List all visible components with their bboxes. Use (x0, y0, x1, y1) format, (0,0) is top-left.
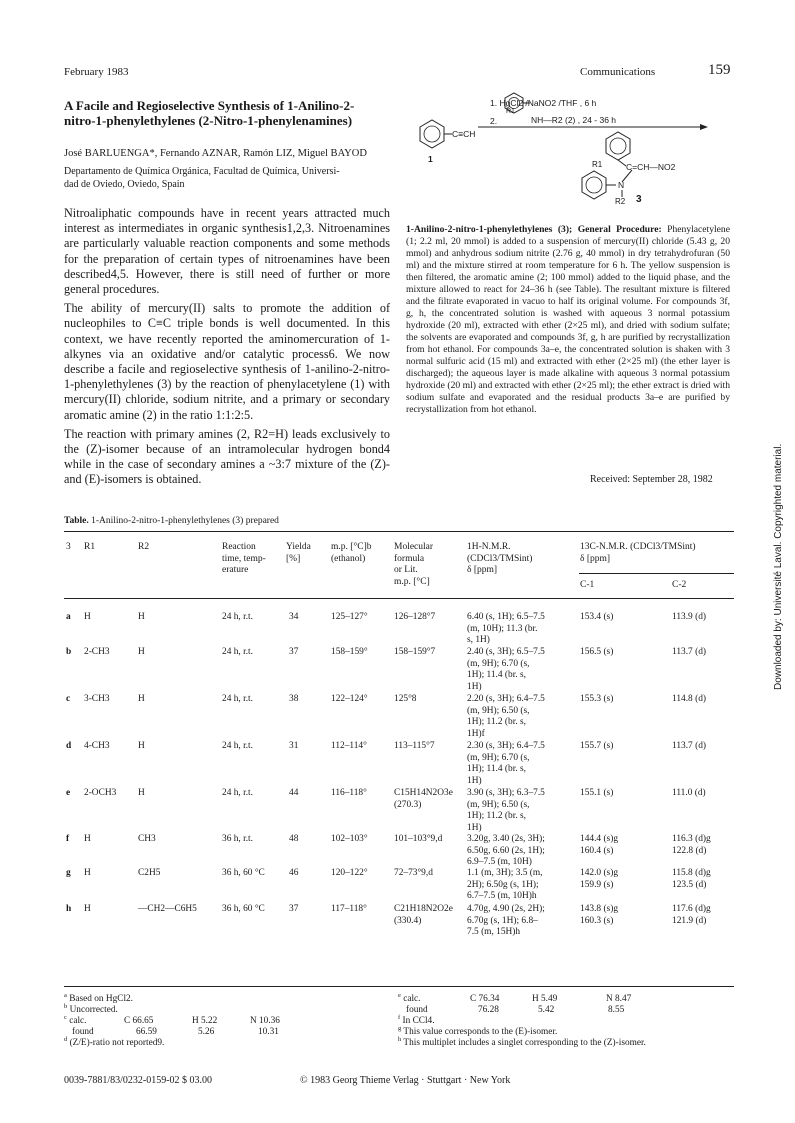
cell-line: 1H) (467, 681, 482, 692)
cell-yield: 34 (289, 612, 299, 622)
cell-id: d (66, 741, 72, 751)
cell-r2: H (138, 647, 145, 657)
cell-line: 2.20 (s, 3H); 6.4–7.5 (467, 694, 545, 704)
cell-hnmr (467, 904, 545, 939)
cell-c2 (672, 904, 711, 927)
col-header-c1: C-1 (580, 580, 595, 590)
cell-mp: 112–114° (331, 741, 367, 751)
footnotes-right (398, 991, 738, 1049)
cell-id: e (66, 788, 71, 798)
cell-line: 158–159°7 (394, 647, 436, 657)
table-rule-header (64, 598, 734, 599)
scheme-label-3: 3 (636, 194, 642, 205)
cell-r1: H (84, 868, 91, 878)
footnote-c-found: found 66.59 5.26 10.31 (72, 1027, 279, 1037)
scheme-alkyne: C≡CH (452, 129, 476, 139)
cell-yield: 38 (289, 694, 299, 704)
product-ring-top (606, 132, 630, 160)
cell-line: 123.5 (d) (672, 879, 707, 890)
cell-line: 6.70g (s, 1H); 6.8– (467, 915, 538, 926)
table-caption-text: 1-Anilino-2-nitro-1-phenylethylenes (3) prepared (91, 516, 279, 526)
cell-line: 113–115°7 (394, 741, 435, 751)
cell-line: 153.4 (s) (580, 612, 614, 622)
cell-line: (330.4) (394, 915, 422, 926)
cell-line: C15H14N2O3e (394, 788, 453, 798)
footnote-a: $^a$ Based on HgCl2. (64, 991, 134, 1004)
cell-id: h (66, 904, 72, 914)
cell-id: a (66, 612, 71, 622)
col-header-mp: m.p. [°C]b (ethanol) (331, 542, 372, 564)
procedure-heading: 1-Anilino-2-nitro-1-phenylethylenes (3); General Procedure: (406, 224, 662, 235)
cell-hnmr (467, 741, 545, 787)
cell-mp: 158–159° (331, 647, 368, 657)
col-header-3: 3 (66, 542, 71, 552)
affiliation (64, 166, 340, 191)
cell-hnmr (467, 834, 545, 869)
cell-c2 (672, 647, 706, 659)
footnote-c-calc: $^c$ calc. C 66.65 H 5.22 N 10.36 (64, 1013, 280, 1026)
cell-line: 125°8 (394, 694, 417, 704)
cell-line: (m, 9H); 6.70 (s, (467, 752, 530, 763)
cell-time: 24 h, r.t. (222, 741, 253, 751)
cell-hnmr (467, 788, 545, 834)
reaction-scheme (400, 84, 740, 214)
cell-line: 4.70g, 4.90 (2s, 2H); (467, 904, 545, 914)
cell-hnmr (467, 647, 545, 693)
cell-line: 116.3 (d)g (672, 834, 711, 844)
cell-line: 155.7 (s) (580, 741, 614, 751)
header-date: February 1983 (64, 66, 129, 78)
cell-r1: H (84, 834, 91, 844)
scheme-product-r1: R1 (592, 160, 603, 169)
affil-line-1: Departamento de Química Orgánica, Facultad de Química, Universi- (64, 166, 340, 177)
cell-line: 144.4 (s)g (580, 834, 619, 844)
cell-r1: 4-CH3 (84, 741, 110, 751)
page-number: 159 (708, 62, 731, 78)
cell-id: b (66, 647, 72, 657)
cell-lit (394, 868, 433, 880)
cell-c2 (672, 834, 711, 857)
cell-line: 1H); 11.2 (br. s, (467, 811, 527, 821)
cell-hnmr (467, 612, 545, 647)
product-ring-top-circle (610, 138, 626, 154)
col-header-reaction: Reaction time, temp- erature (222, 542, 266, 575)
cell-time: 36 h, 60 °C (222, 868, 265, 878)
footer-publisher: © 1983 Georg Thieme Verlag · Stuttgart · New York (300, 1075, 511, 1086)
cell-r2: H (138, 788, 145, 798)
cell-c1 (580, 788, 613, 800)
general-procedure (406, 224, 730, 416)
cell-c1 (580, 904, 618, 927)
cell-line: 7.5 (m, 15H)h (467, 927, 521, 937)
footnote-d: $^d$ (Z/E)-ratio not reported9. (64, 1035, 165, 1048)
cell-line: C21H18N2O2e (394, 904, 453, 914)
reactant-ring-circle (424, 126, 440, 142)
cell-line: (270.3) (394, 799, 422, 810)
cell-line: 101–103°9,d (394, 834, 443, 844)
table-rule-bottom (64, 986, 734, 987)
header-section: Communications (580, 66, 656, 78)
cell-line: 113.7 (d) (672, 647, 707, 657)
cell-r2: H (138, 741, 145, 751)
cell-line: (m, 9H); 6.70 (s, (467, 658, 530, 669)
scheme-product-n: N (618, 180, 625, 190)
cell-yield: 31 (289, 741, 299, 751)
cell-r2: C2H5 (138, 868, 161, 878)
cell-yield: 46 (289, 868, 299, 878)
table-rule-cnmr (579, 573, 734, 574)
cell-c2 (672, 694, 706, 706)
cell-lit (394, 694, 417, 706)
cell-line: 143.8 (s)g (580, 904, 619, 914)
cell-r1: 3-CH3 (84, 694, 110, 704)
scheme-r1-reagent: R1 (506, 108, 515, 115)
cell-line: 1H); 11.2 (br. s, (467, 717, 527, 727)
cell-line: (m, 9H); 6.50 (s, (467, 799, 530, 810)
cell-r1: H (84, 904, 91, 914)
cell-c2 (672, 741, 706, 753)
cell-line: 142.0 (s)g (580, 868, 619, 878)
cell-id: f (66, 834, 70, 844)
cell-line: 126–128°7 (394, 612, 436, 622)
cell-line: 3.90 (s, 3H); 6.3–7.5 (467, 788, 545, 798)
cell-c2 (672, 788, 706, 800)
cell-id: c (66, 694, 71, 704)
scheme-product-chain: C=CH—NO2 (626, 162, 676, 172)
col-header-cnmr: 13C-N.M.R. (CDCl3/TMSint) δ [ppm] (580, 542, 696, 564)
footnote-f: $^f$ In CCl4. (398, 1013, 435, 1026)
cell-line: 1H); 11.4 (br. s, (467, 764, 527, 774)
cell-mp: 117–118° (331, 904, 367, 914)
cell-line: 155.3 (s) (580, 694, 614, 704)
article-title (64, 98, 394, 128)
col-header-r1: R1 (84, 542, 96, 552)
scheme-label-1: 1 (428, 154, 433, 164)
cell-c1 (580, 612, 613, 624)
cell-line: 2.30 (s, 3H); 6.4–7.5 (467, 741, 545, 751)
cell-r2: H (138, 694, 145, 704)
scheme-step-1: 1. HgCl2 /NaNO2 /THF , 6 h (490, 98, 597, 108)
col-header-formula: Molecular formula or Lit. m.p. [°C] (394, 542, 434, 587)
cell-mp: 122–124° (331, 694, 368, 704)
footnote-e-found: found 76.28 5.42 8.55 (406, 1005, 625, 1015)
table-rule-top (64, 531, 734, 532)
cell-mp: 102–103° (331, 834, 368, 844)
cell-line: 122.8 (d) (672, 845, 707, 856)
cell-line: 1H) (467, 822, 482, 833)
cell-mp: 125–127° (331, 612, 368, 622)
received-date: Received: September 28, 1982 (590, 474, 713, 485)
cell-time: 36 h, r.t. (222, 834, 253, 844)
cell-line: 114.8 (d) (672, 694, 707, 704)
cell-lit (394, 647, 435, 659)
cell-c1 (580, 694, 613, 706)
cell-line: 113.9 (d) (672, 612, 707, 622)
product-ring-bottom-circle (586, 177, 602, 193)
product-bond-1 (618, 160, 626, 166)
cell-yield: 44 (289, 788, 299, 798)
cell-yield: 37 (289, 647, 299, 657)
cell-yield: 48 (289, 834, 299, 844)
cell-lit (394, 612, 435, 624)
cell-time: 24 h, r.t. (222, 788, 253, 798)
cell-hnmr (467, 868, 543, 903)
cell-r1: H (84, 612, 91, 622)
cell-r2: CH3 (138, 834, 156, 844)
cell-line: 160.4 (s) (580, 845, 614, 856)
footnote-g: $^g$ This value corresponds to the (E)-isomer. (398, 1024, 558, 1037)
cell-c2 (672, 868, 711, 891)
col-header-hnmr: 1H-N.M.R. (CDCl3/TMSint) δ [ppm] (467, 542, 533, 575)
cell-mp: 116–118° (331, 788, 367, 798)
paragraph-2: The ability of mercury(II) salts to promote the addition of nucleophiles to C≡C triple bonds is well documented. In this context, we have recently reported the aminomercuration of 1-alkynes via an oxidative and/or catalytic process6. We now describe a facile and regioselective synthesis of 1-anilino-2-nitro-1-phenylethylenes (3) by the reaction of phenylacetylene (1) with mercury(II) chloride, sodium nitrite, and a primary or secondary aromatic amine (2) in the ratio 1:1:2:5. (64, 301, 390, 422)
cell-line: 1H); 11.4 (br. s, (467, 670, 527, 680)
cell-line: 6.9–7.5 (m, 10H) (467, 857, 532, 867)
cell-line: 155.1 (s) (580, 788, 614, 798)
cell-lit (394, 904, 453, 927)
table-caption-label: Table. (64, 516, 89, 526)
title-line-2: nitro-1-phenylethylenes (2-Nitro-1-phenylenamines) (64, 113, 353, 128)
cell-line: 1H)f (467, 728, 485, 739)
affil-line-2: dad de Oviedo, Oviedo, Spain (64, 178, 185, 190)
col-header-c2: C-2 (672, 580, 687, 590)
cell-lit (394, 834, 442, 846)
cell-line: 156.5 (s) (580, 647, 614, 657)
arrow-head (700, 124, 708, 130)
footnotes-left (64, 991, 384, 1049)
cell-line: 6.50g, 6.60 (2s, 1H); (467, 845, 545, 856)
paragraph-1: Nitroaliphatic compounds have in recent years attracted much interest as intermediates in organic synthesis1,2,3. Nitroenamines are particularly valuable reaction components and some methods for the preparation of certain types of nitroenamines have been described4,5. However, there is still need of further or more general procedures. (64, 206, 390, 297)
cell-time: 24 h, r.t. (222, 694, 253, 704)
cell-line: 1H) (467, 775, 482, 786)
cell-c1 (580, 647, 613, 659)
cell-time: 36 h, 60 °C (222, 904, 265, 914)
cell-line: 1.1 (m, 3H); 3.5 (m, (467, 868, 543, 878)
footer-code: 0039-7881/83/0232-0159-02 $ 03.00 (64, 1075, 213, 1086)
cell-line: 159.9 (s) (580, 879, 614, 890)
authors: José BARLUENGA*, Fernando AZNAR, Ramón LIZ, Miguel BAYOD (64, 148, 367, 159)
cell-line: 2.40 (s, 3H); 6.5–7.5 (467, 647, 545, 657)
cell-r2: H (138, 612, 145, 622)
scheme-step-2: 2. (490, 116, 498, 126)
cell-line: 121.9 (d) (672, 915, 707, 926)
footnote-b: $^b$ Uncorrected. (64, 1002, 118, 1015)
scheme-step-2-reagent: NH—R2 (2) , 24 - 36 h (531, 115, 617, 125)
cell-line: 115.8 (d)g (672, 868, 711, 878)
cell-time: 24 h, r.t. (222, 647, 253, 657)
cell-yield: 37 (289, 904, 299, 914)
cell-line: 111.0 (d) (672, 788, 706, 798)
table-caption (64, 516, 279, 526)
cell-lit (394, 788, 453, 811)
cell-r2: —CH2—C6H5 (138, 904, 197, 914)
cell-hnmr (467, 694, 545, 740)
paragraph-3: The reaction with primary amines (2, R2=H) leads exclusively to the (Z)-isomer because of an intramolecular hydrogen bond4 while in the case of secondary amines a ~3:7 mixture of the (Z)- and (E)-isomers is obtained. (64, 426, 390, 487)
cell-r1: 2-CH3 (84, 647, 110, 657)
cell-line: s, 1H) (467, 635, 490, 645)
product-ring-bottom (582, 171, 606, 199)
cell-lit (394, 741, 435, 753)
cell-line: (m, 9H); 6.50 (s, (467, 705, 530, 716)
cell-c1 (580, 834, 618, 857)
cell-c1 (580, 741, 613, 753)
cell-line: 6.40 (s, 1H); 6.5–7.5 (467, 612, 545, 622)
cell-line: (m, 10H); 11.3 (br. (467, 623, 538, 634)
cell-line: 117.6 (d)g (672, 904, 711, 914)
cell-line: 6.7–7.5 (m, 10H)h (467, 891, 537, 901)
footnote-e-calc: $^e$ calc. C 76.34 H 5.49 N 8.47 (398, 991, 632, 1004)
cell-line: 113.7 (d) (672, 741, 707, 751)
title-line-1: A Facile and Regioselective Synthesis of 1-Anilino-2- (64, 98, 355, 113)
procedure-text: Phenylacetylene (1; 2.2 ml, 20 mmol) is added to a suspension of mercury(II) chloride (5.43 g, 20 mmol) and anhydrous sodium nitrite (2.76 g, 40 mmol) in dry tetrahydrofuran (50 ml) and the mixture stirred at room temperature for 6 h. The yellow suspension is then filtered, the aromatic amine (2; 100 mmol) added to the liquid phase, and the mixture allowed to react for 24–36 h (see Table). The resultant mixture is filtered and the filtrate evaporated in vacuo to half its original volume. For compounds 3f, g, h, the concentrated solution is washed with aqueous 3 normal potassium hydroxide (20 ml), extracted with ether (2×25 ml), and dried with sodium sulfate; the solvents are evaporated and compounds 3f, g, h are purified by recrystallization from hot ethanol. For compounds 3a–e, the concentrated solution is shaken with 3 normal sulfuric acid (15 ml) and extracted with ether (2×25 ml) (the ether layer is discharged); the aqueous layer is made alkaline with aqueous 3 normal potassium hydroxide (20 ml) and extracted with ether (2×25 ml); the ether extract is dried with sodium sulfate and evaporated and the residual products 3a–e are purified by recrystallization from hot ethanol. (406, 224, 730, 415)
cell-r1: 2-OCH3 (84, 788, 117, 798)
cell-line: 160.3 (s) (580, 915, 614, 926)
cell-mp: 120–122° (331, 868, 368, 878)
download-note: Downloaded by: Université Laval. Copyrighted material. (773, 443, 784, 690)
cell-c2 (672, 612, 706, 624)
body-text (64, 206, 390, 492)
cell-line: 72–73°9,d (394, 868, 433, 878)
footnote-h: $^h$ This multiplet includes a singlet corresponding to the (Z)-isomer. (398, 1035, 646, 1048)
scheme-product-r2: R2 (615, 197, 626, 206)
cell-id: g (66, 868, 71, 878)
cell-time: 24 h, r.t. (222, 612, 253, 622)
cell-c1 (580, 868, 618, 891)
col-header-r2: R2 (138, 542, 150, 552)
cell-line: 3.20g, 3.40 (2s, 3H); (467, 834, 545, 844)
col-header-yield: Yielda [%] (286, 542, 311, 564)
cell-line: 2H); 6.50g (s, 1H); (467, 879, 539, 890)
